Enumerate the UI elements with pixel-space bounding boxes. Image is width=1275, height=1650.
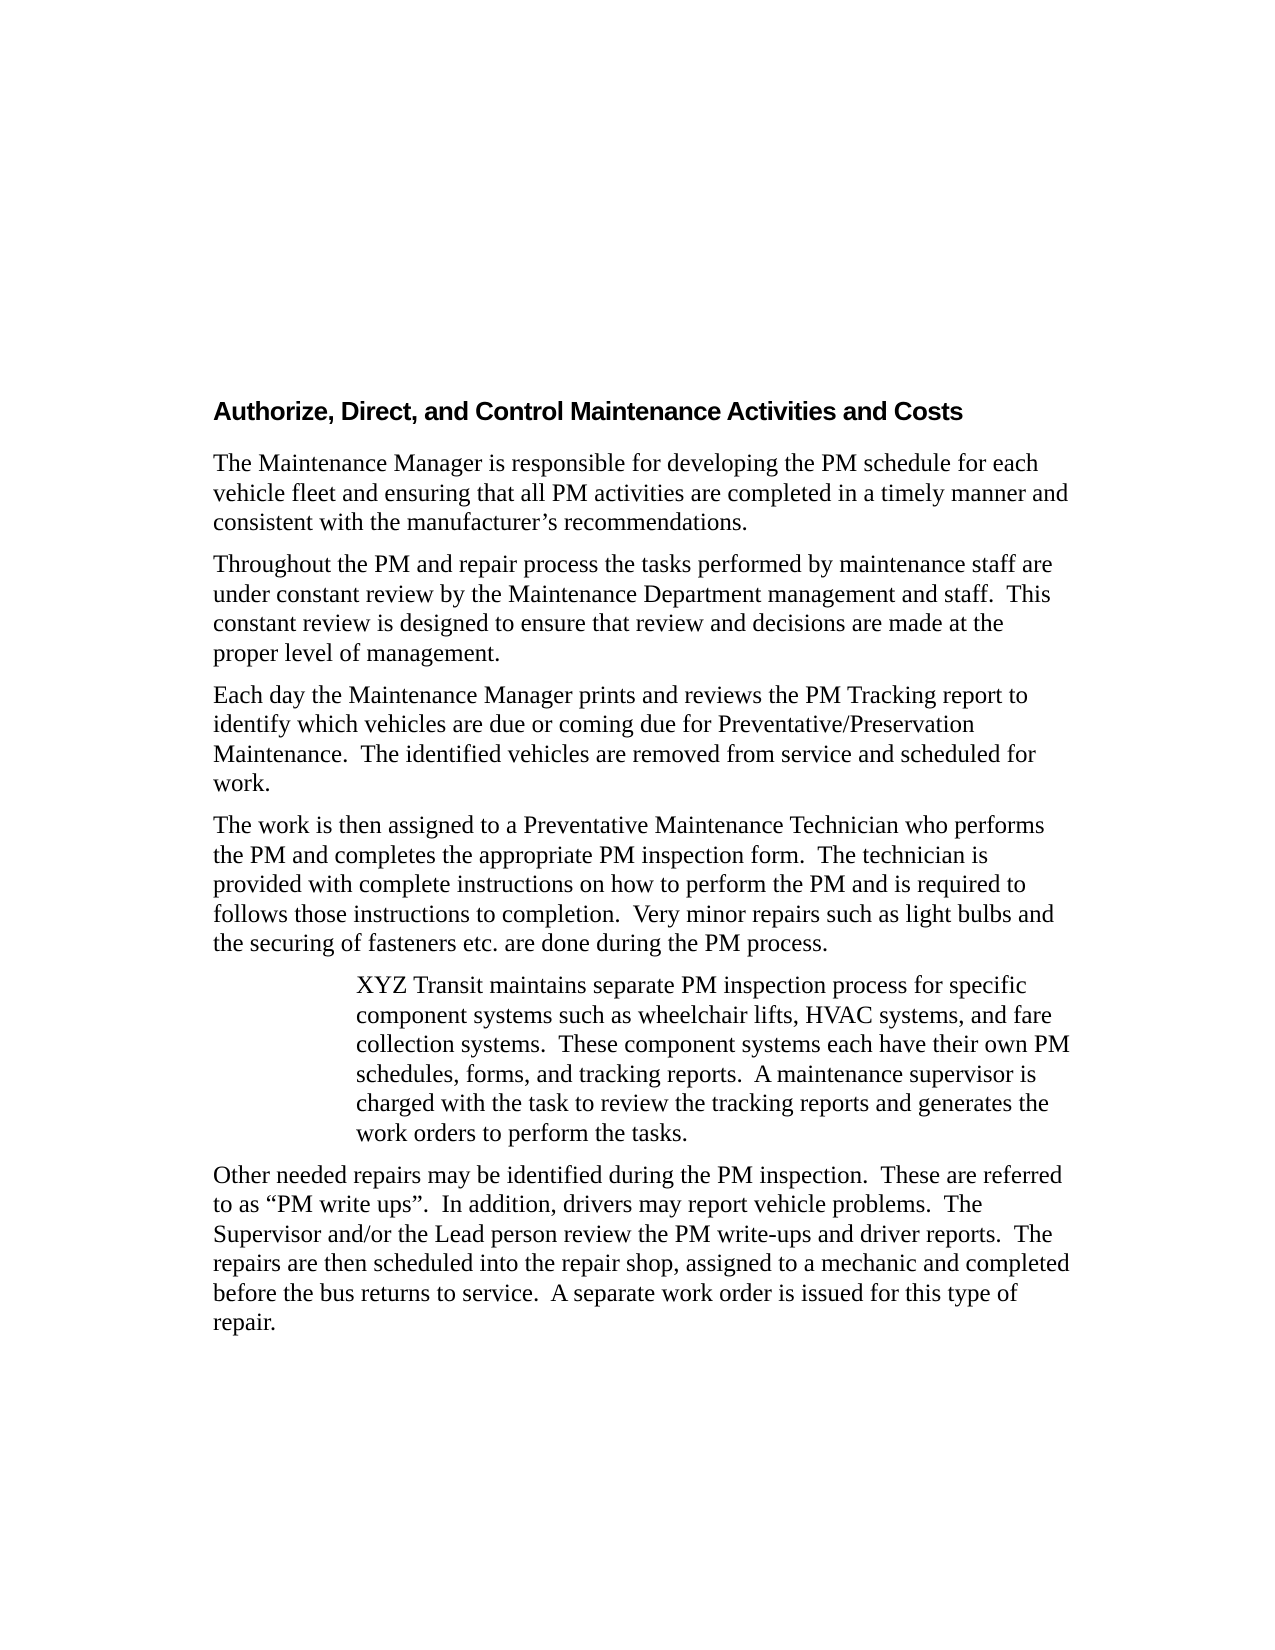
document-content bbox=[213, 396, 1075, 1350]
paragraph-xyz-transit-component-systems: XYZ Transit maintains separate PM inspection process for specific component systems such as wheelchair lifts, HVAC systems, and fare collection systems. These component systems each have their own PM schedules, forms, and tracking reports. A maintenance supervisor is charged with the task to review the tracking reports and generates the work orders to perform the tasks. bbox=[356, 972, 1077, 1147]
paragraph-pm-technician-assignment: The work is then assigned to a Preventative Maintenance Technician who performs the PM and completes the appropriate PM inspection form. The technician is provided with complete instructions on how to perform the PM and is required to follows those instructions to completion. Very minor repairs such as light bulbs and the securing of fasteners etc. are done during the PM process. bbox=[213, 812, 1061, 957]
paragraph-constant-review: Throughout the PM and repair process the tasks performed by maintenance staff are under constant review by the Maintenance Department management and staff. This constant review is designed to ensure that review and decisions are made at the proper level of management. bbox=[213, 551, 1059, 667]
section-heading: Authorize, Direct, and Control Maintenance Activities and Costs bbox=[213, 396, 964, 426]
paragraph-pm-write-ups: Other needed repairs may be identified during the PM inspection. These are referred to as “PM write ups”. In addition, drivers may report vehicle problems. The Supervisor and/or the Lead person review the PM write-ups and driver reports. The repairs are then scheduled into the repair shop, assigned to a mechanic and completed before the bus returns to service. A separate work order is issued for this type of repair. bbox=[213, 1161, 1076, 1336]
paragraph-pm-tracking-report: Each day the Maintenance Manager prints and reviews the PM Tracking report to identify which vehicles are due or coming due for Preventative/Preservation Maintenance. The identified vehicles are removed from service and scheduled for work. bbox=[213, 681, 1043, 797]
paragraph-maintenance-manager-responsibility: The Maintenance Manager is responsible for developing the PM schedule for each vehicle fleet and ensuring that all PM activities are completed in a timely manner and consistent with the manufacturer’s recommendations. bbox=[213, 450, 1075, 536]
